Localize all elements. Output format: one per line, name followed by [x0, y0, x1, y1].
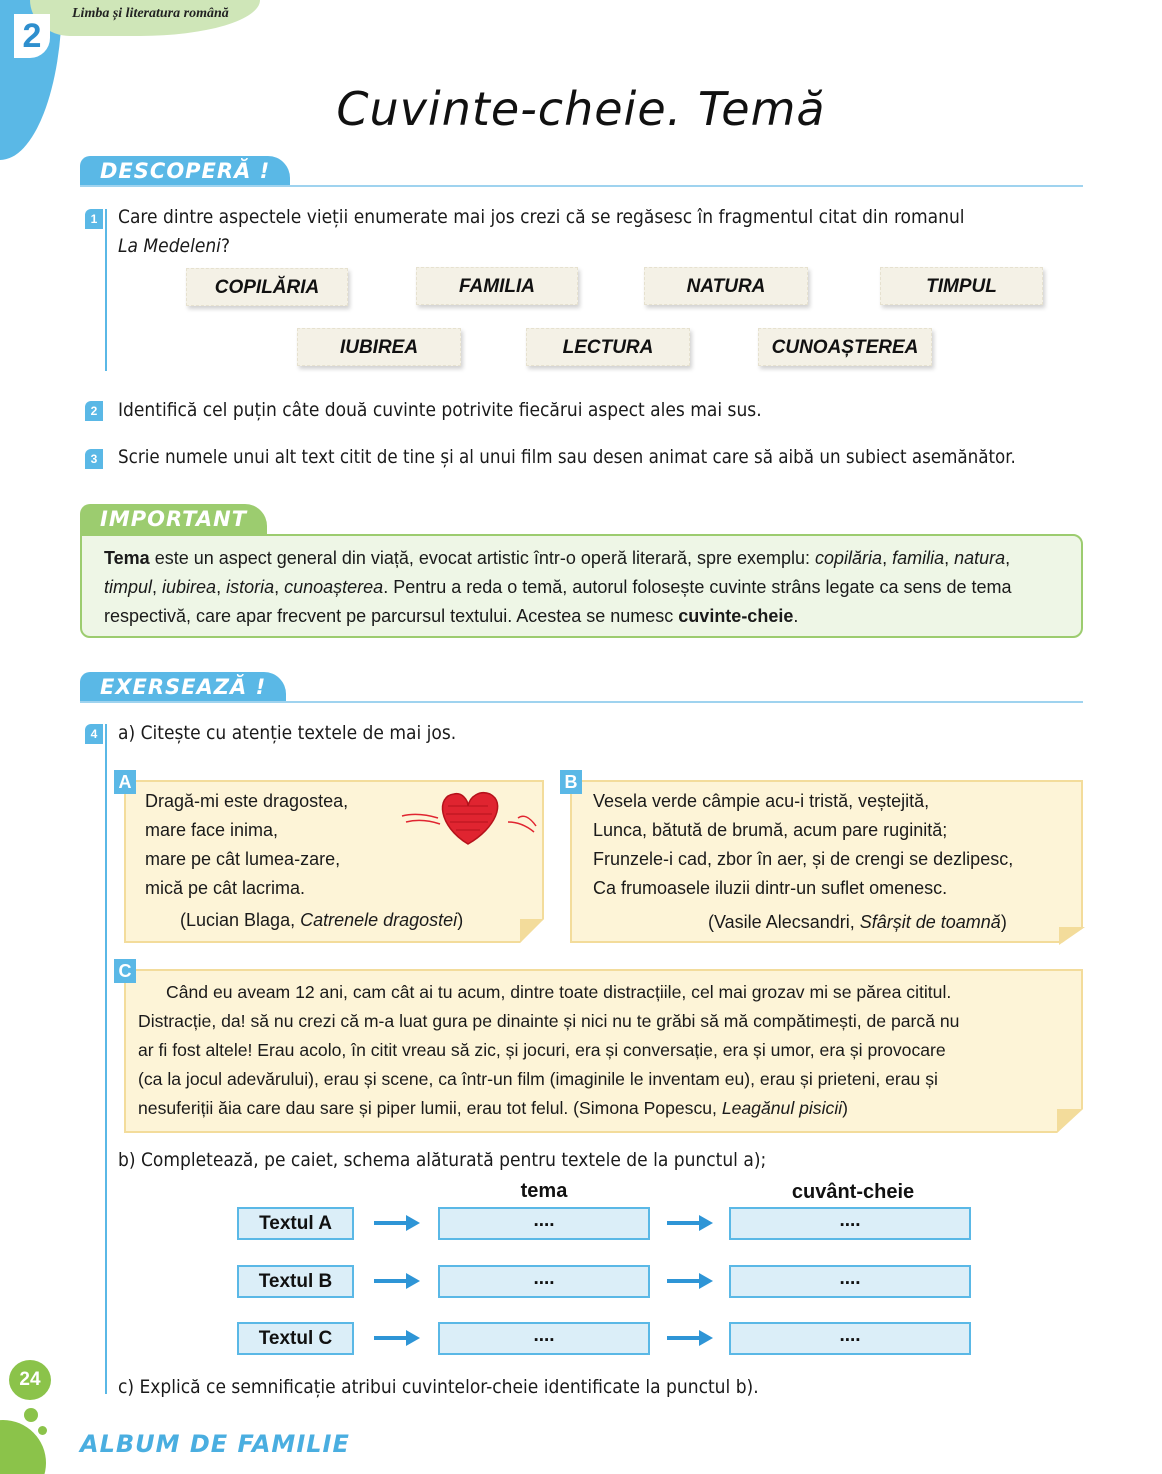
card-fold: [520, 919, 544, 943]
example: copilăria: [815, 548, 883, 568]
prose-line: nesuferiții ăia care dau sare și piper lumii, erau tot felul. (Simona Popescu,: [138, 1098, 722, 1118]
subject-label: Limba și literatura română: [72, 6, 229, 21]
poem-line: mare pe cât lumea-zare,: [145, 849, 341, 869]
definition-text: este un aspect general din viață, evocat artistic într-o operă literară, spre exemplu:: [149, 548, 816, 568]
important-box: [80, 534, 1083, 638]
page-number: 24: [9, 1360, 51, 1400]
example: natura: [954, 548, 1006, 568]
keyword-answer-box: ....: [729, 1322, 971, 1355]
question-4c-text: c) Explică ce semnificație atribui cuvintelor-cheie identificate la punctul b).: [118, 1376, 759, 1398]
section-tab-important: IMPORTANT: [80, 504, 267, 534]
aspect-chip: TIMPUL: [880, 267, 1043, 305]
scheme-row-label: Textul C: [237, 1322, 354, 1355]
period: .: [793, 606, 799, 626]
poem-line: mare face inima,: [145, 820, 279, 840]
aspect-chip: LECTURA: [526, 328, 690, 366]
poem-line: Ca frumoasele iluzii dintr-un suflet omenesc.: [593, 878, 948, 898]
aspect-chip: COPILĂRIA: [186, 268, 348, 306]
arrow-right-icon: [667, 1271, 713, 1291]
poem-line: Vesela verde câmpie acu-i tristă, veștejită,: [593, 791, 930, 811]
arrow-right-icon: [667, 1213, 713, 1233]
example: familia: [892, 548, 945, 568]
term-tema: Tema: [104, 548, 150, 568]
question-number: 4: [85, 724, 103, 744]
work-title: Catrenele dragostei: [300, 910, 458, 930]
work-title: Leagănul pisicii: [721, 1098, 843, 1118]
prose-line: ar fi fost altele! Erau acolo, în citit vreau să zic, și jocuri, era și conversație, era și umor, era și provocare: [138, 1040, 946, 1060]
section-divider: [80, 701, 1083, 703]
poem-b: [593, 787, 1073, 903]
question-2-text: Identifică cel puțin câte două cuvinte potrivite fiecărui aspect ales mai sus.: [118, 399, 762, 421]
work-title: Sfârșit de toamnă: [859, 912, 1001, 932]
aspect-chip: CUNOAȘTEREA: [758, 328, 932, 366]
example: istoria: [226, 577, 275, 597]
separator: ,: [944, 548, 955, 568]
theme-answer-box: ....: [438, 1207, 650, 1240]
author: (Vasile Alecsandri,: [708, 912, 860, 932]
question-number: 3: [85, 449, 103, 469]
scheme-row-label: Textul A: [237, 1207, 354, 1240]
poem-a-source: [180, 906, 520, 935]
definition-text: . Pentru a reda o temă, autorul folosește cuvinte strâns legate ca sens de tema respectivă, care apar frecvent pe parcursul textului. Acestea se numesc: [104, 577, 1012, 626]
question-4a-text: a) Citește cu atenție textele de mai jos.: [118, 722, 457, 744]
text-letter: A: [114, 770, 136, 794]
decorative-dot: [24, 1408, 38, 1422]
text-letter: B: [560, 770, 582, 794]
aspect-chip: FAMILIA: [416, 267, 578, 305]
separator: ,: [274, 577, 285, 597]
aspect-chip: NATURA: [644, 267, 808, 305]
prose-line: (ca la jocul adevărului), erau și scene, ca într-un film (imaginile le inventam eu), erau și prieteni, erau și: [138, 1069, 938, 1089]
paren: ): [1000, 912, 1007, 932]
text-letter: C: [114, 959, 136, 983]
paren: ): [457, 910, 464, 930]
decorative-dot: [38, 1426, 47, 1435]
example: iubirea: [162, 577, 217, 597]
question-number: 1: [85, 209, 103, 229]
unit-title: ALBUM DE FAMILIE: [80, 1430, 350, 1458]
separator: ,: [882, 548, 893, 568]
arrow-right-icon: [374, 1328, 420, 1348]
example: timpul: [104, 577, 153, 597]
separator: ,: [216, 577, 227, 597]
question-3-text: Scrie numele unui alt text citit de tine și al unui film sau desen animat care să aibă un subiect asemănător.: [118, 447, 1016, 468]
scheme-row-label: Textul B: [237, 1265, 354, 1298]
arrow-right-icon: [374, 1213, 420, 1233]
keyword-answer-box: ....: [729, 1207, 971, 1240]
separator: ,: [1005, 548, 1011, 568]
question-margin-line: [105, 209, 107, 371]
column-header-theme: tema: [520, 1180, 568, 1202]
poem-line: Frunzele-i cad, zbor în aer, și de crengi se dezlipesc,: [593, 849, 1014, 869]
page-title: Cuvinte-cheie. Temă: [336, 82, 826, 136]
prose-c: [138, 978, 1078, 1123]
section-tab-discover: DESCOPERĂ !: [80, 156, 290, 186]
poem-line: mică pe cât lacrima.: [145, 878, 306, 898]
keyword-answer-box: ....: [729, 1265, 971, 1298]
column-header-keyword: cuvânt-cheie: [791, 1181, 915, 1203]
question-margin-line: [105, 724, 107, 1394]
section-divider: [80, 185, 1083, 187]
arrow-right-icon: [374, 1271, 420, 1291]
theme-answer-box: ....: [438, 1322, 650, 1355]
novel-title: La Medeleni: [118, 235, 221, 257]
term-cuvinte-cheie: cuvinte-cheie: [678, 606, 794, 626]
example: cunoașterea: [284, 577, 384, 597]
aspect-chip: IUBIREA: [297, 328, 461, 366]
section-tab-exercise: EXERSEAZĂ !: [80, 672, 286, 702]
prose-line: Când eu aveam 12 ani, cam cât ai tu acum, dintre toate distracțiile, cel mai grozav mi se părea cititul.: [166, 982, 952, 1002]
question-mark: ?: [220, 235, 231, 257]
question-text: [118, 203, 1083, 261]
prose-line: Distracție, da! să nu crezi că m-a luat gura pe dinainte și nici nu te grăbi să mă compătimești, de parcă nu: [138, 1011, 960, 1031]
separator: ,: [152, 577, 163, 597]
chapter-number: 2: [14, 14, 50, 58]
question-4b-text: b) Completează, pe caiet, schema alăturată pentru textele de la punctul a);: [118, 1149, 767, 1171]
question-1-text: Care dintre aspectele vieții enumerate mai jos crezi că se regăsesc în fragmentul citat din romanul: [118, 206, 965, 228]
heart-illustration: [398, 786, 538, 850]
poem-line: Dragă-mi este dragostea,: [145, 791, 349, 811]
author: (Lucian Blaga,: [180, 910, 301, 930]
question-number: 2: [85, 401, 103, 421]
poem-b-source: [708, 908, 1068, 937]
paren: ): [842, 1098, 848, 1118]
theme-answer-box: ....: [438, 1265, 650, 1298]
arrow-right-icon: [667, 1328, 713, 1348]
poem-line: Lunca, bătută de brumă, acum pare ruginită;: [593, 820, 948, 840]
